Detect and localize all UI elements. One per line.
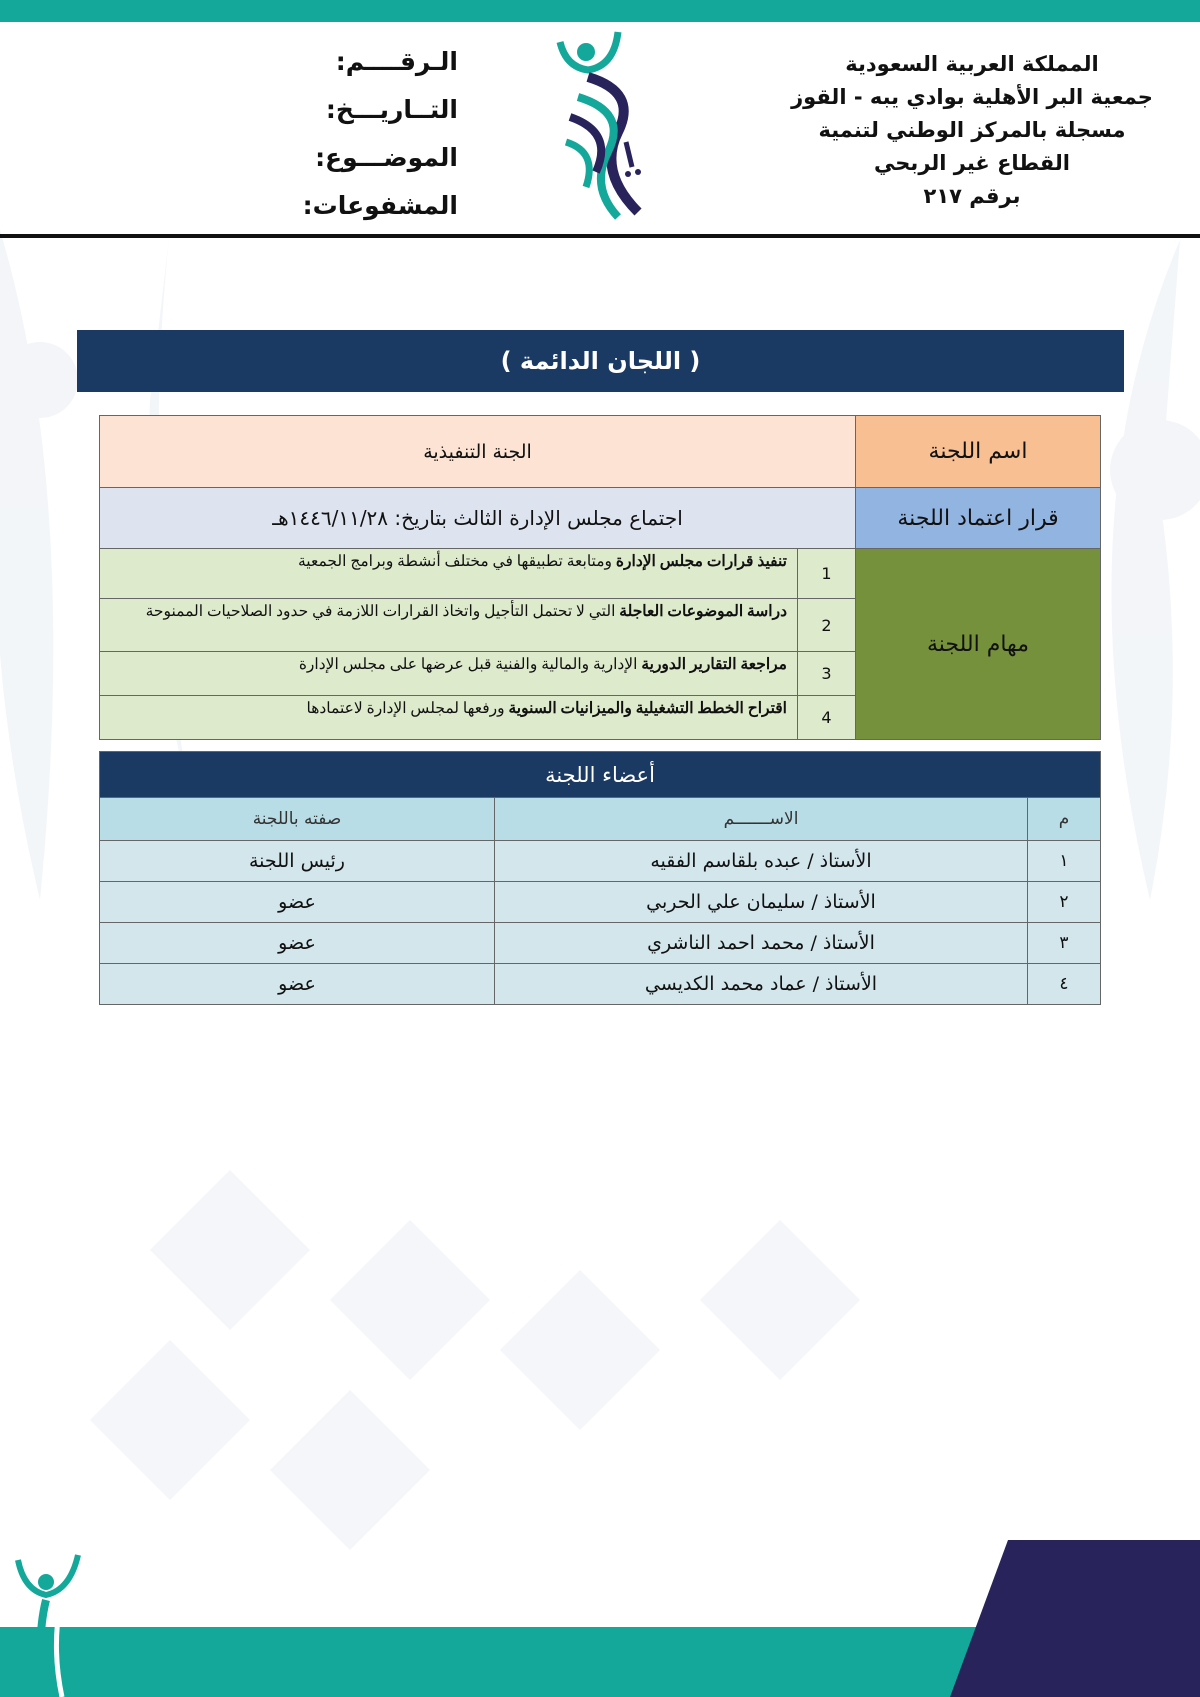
field-subject: الموضـــوع:: [315, 143, 458, 172]
column-header-index: م: [1028, 798, 1101, 841]
table-row: [100, 841, 1101, 882]
task-number: 2: [798, 599, 856, 652]
org-line-name: جمعية البر الأهلية بوادي يبه - القوز: [791, 85, 1153, 109]
members-title: أعضاء اللجنة: [100, 752, 1101, 798]
committee-tasks-label: مهام اللجنة: [856, 549, 1101, 740]
association-logo-icon: [548, 22, 658, 227]
task-bold: دراسة الموضوعات العاجلة: [619, 603, 787, 620]
top-accent-bar: [0, 0, 1200, 22]
member-index: ٤: [1028, 964, 1101, 1005]
task-number: 3: [798, 652, 856, 696]
task-item: [100, 549, 798, 599]
committee-name-value: الجنة التنفيذية: [100, 416, 856, 488]
table-row: [100, 923, 1101, 964]
task-number: 4: [798, 696, 856, 740]
member-index: ٢: [1028, 882, 1101, 923]
task-item: [100, 696, 798, 740]
task-text: ومتابعة تطبيقها في مختلف أنشطة وبرامج الجمعية: [298, 553, 616, 570]
member-name: الأستاذ / عماد محمد الكديسي: [495, 964, 1028, 1005]
member-role: رئيس اللجنة: [100, 841, 495, 882]
members-table: [99, 751, 1101, 1005]
member-name: الأستاذ / عبده بلقاسم الفقيه: [495, 841, 1028, 882]
member-name: الأستاذ / محمد احمد الناشري: [495, 923, 1028, 964]
org-line-number: برقم ٢١٧: [923, 184, 1021, 208]
organization-info: [762, 48, 1182, 213]
header-divider: [0, 234, 1200, 238]
org-line-registration: مسجلة بالمركز الوطني لتنمية: [818, 118, 1126, 142]
table-row: [100, 964, 1101, 1005]
member-role: عضو: [100, 882, 495, 923]
member-name: الأستاذ / سليمان علي الحربي: [495, 882, 1028, 923]
member-role: عضو: [100, 964, 495, 1005]
column-header-name: الاســـــــم: [495, 798, 1028, 841]
footer-decoration: [0, 1540, 1200, 1697]
org-line-sector: القطاع غير الربحي: [874, 151, 1070, 175]
org-line-country: المملكة العربية السعودية: [845, 52, 1099, 76]
section-banner: ( اللجان الدائمة ): [77, 330, 1124, 392]
task-text: التي لا تحتمل التأجيل واتخاذ القرارات اللازمة في حدود الصلاحيات الممنوحة: [145, 603, 620, 620]
task-item: [100, 599, 798, 652]
committee-name-label: اسم اللجنة: [856, 416, 1101, 488]
task-text: ورفعها لمجلس الإدارة لاعتمادها: [306, 700, 509, 717]
task-item: [100, 652, 798, 696]
task-bold: مراجعة التقارير الدورية: [641, 656, 787, 673]
member-index: ٣: [1028, 923, 1101, 964]
footer-logo-icon: [8, 1550, 98, 1697]
column-header-role: صفته باللجنة: [100, 798, 495, 841]
committee-table: [99, 415, 1101, 740]
field-attachments: المشفوعات:: [302, 191, 458, 220]
committee-decision-label: قرار اعتماد اللجنة: [856, 488, 1101, 549]
task-bold: تنفيذ قرارات مجلس الإدارة: [615, 553, 787, 570]
task-number: 1: [798, 549, 856, 599]
member-role: عضو: [100, 923, 495, 964]
field-number: الـرقــــم:: [335, 47, 458, 76]
member-index: ١: [1028, 841, 1101, 882]
document-fields: [258, 38, 458, 230]
committee-decision-value: اجتماع مجلس الإدارة الثالث بتاريخ: ١٤٤٦/١١/٢٨هـ: [100, 488, 856, 549]
task-bold: اقتراح الخطط التشغيلية والميزانيات السنوية: [508, 700, 787, 717]
task-text: الإدارية والمالية والفنية قبل عرضها على مجلس الإدارة: [298, 656, 642, 673]
table-row: [100, 882, 1101, 923]
field-date: التــاريـــخ:: [325, 95, 458, 124]
